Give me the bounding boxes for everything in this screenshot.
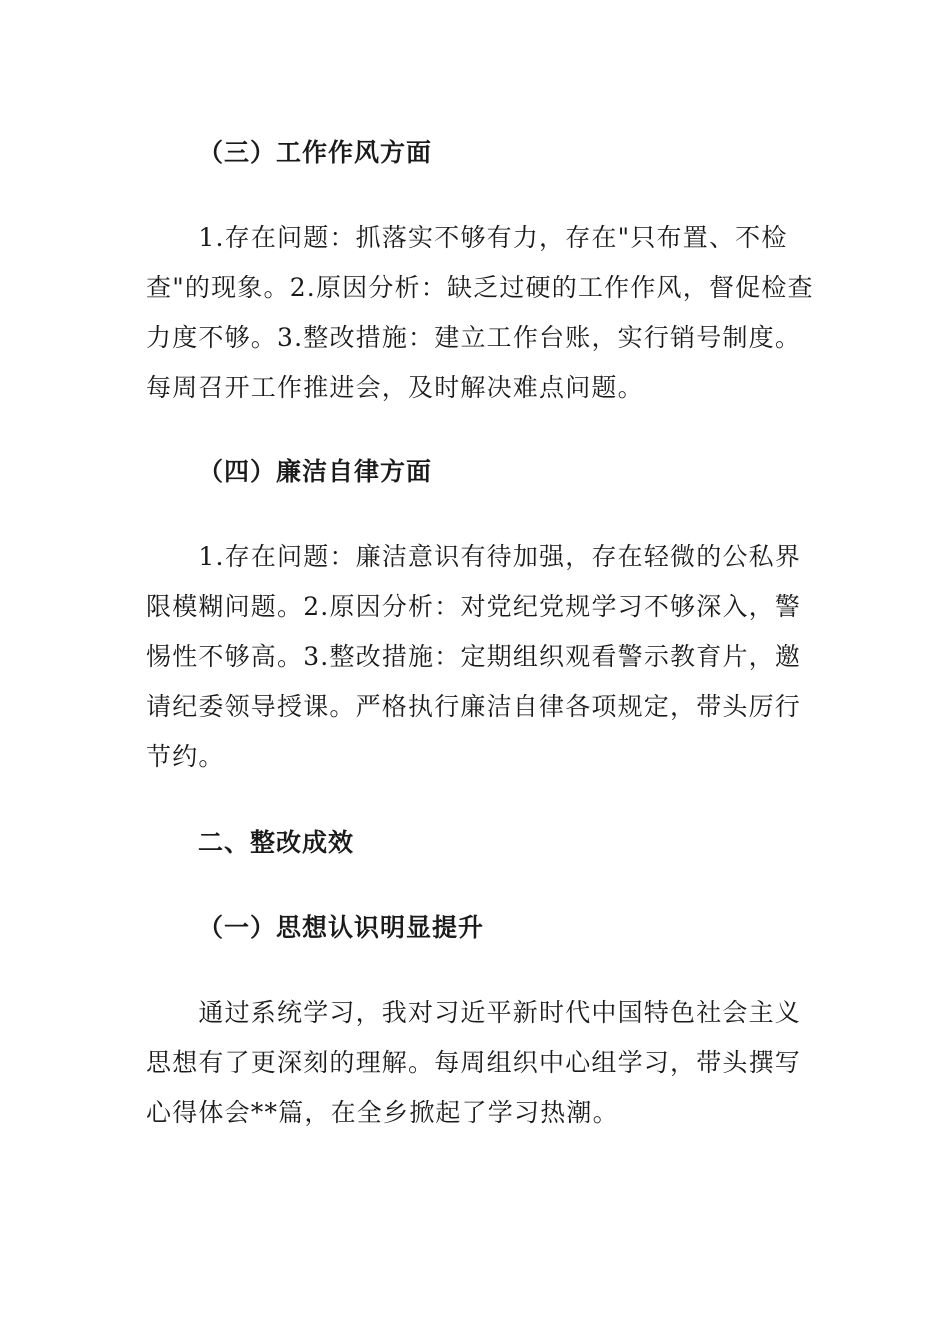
paragraph-line: 每周召开工作推进会，及时解决难点问题。 — [146, 373, 644, 402]
section-heading-integrity: （四）廉洁自律方面 — [198, 457, 433, 486]
paragraph-line: 请纪委领导授课。严格执行廉洁自律各项规定，带头厉行 — [146, 692, 802, 721]
paragraph-line: 通过系统学习，我对习近平新时代中国特色社会主义 — [146, 998, 802, 1027]
paragraph-line: 节约。 — [146, 742, 225, 771]
paragraph-line: 力度不够。3.整改措施：建立工作台账，实行销号制度。 — [146, 323, 802, 352]
paragraph-ideology — [146, 988, 806, 1138]
section-heading-work-style: （三）工作作风方面 — [198, 138, 433, 167]
paragraph-integrity — [146, 532, 806, 782]
paragraph-line: 1.存在问题：抓落实不够有力，存在"只布置、不检 — [146, 223, 788, 252]
paragraph-line: 惕性不够高。3.整改措施：定期组织观看警示教育片，邀 — [146, 642, 802, 671]
paragraph-work-style — [146, 213, 814, 413]
paragraph-line: 思想有了更深刻的理解。每周组织中心组学习，带头撰写 — [146, 1048, 802, 1077]
paragraph-line: 查"的现象。2.原因分析：缺乏过硬的工作作风，督促检查 — [146, 273, 814, 302]
chapter-heading-results: 二、整改成效 — [198, 828, 355, 857]
paragraph-line: 1.存在问题：廉洁意识有待加强，存在轻微的公私界 — [146, 542, 802, 571]
section-heading-ideology: （一）思想认识明显提升 — [198, 913, 485, 942]
paragraph-line: 限模糊问题。2.原因分析：对党纪党规学习不够深入，警 — [146, 592, 802, 621]
paragraph-line: 心得体会**篇，在全乡掀起了学习热潮。 — [146, 1098, 619, 1127]
